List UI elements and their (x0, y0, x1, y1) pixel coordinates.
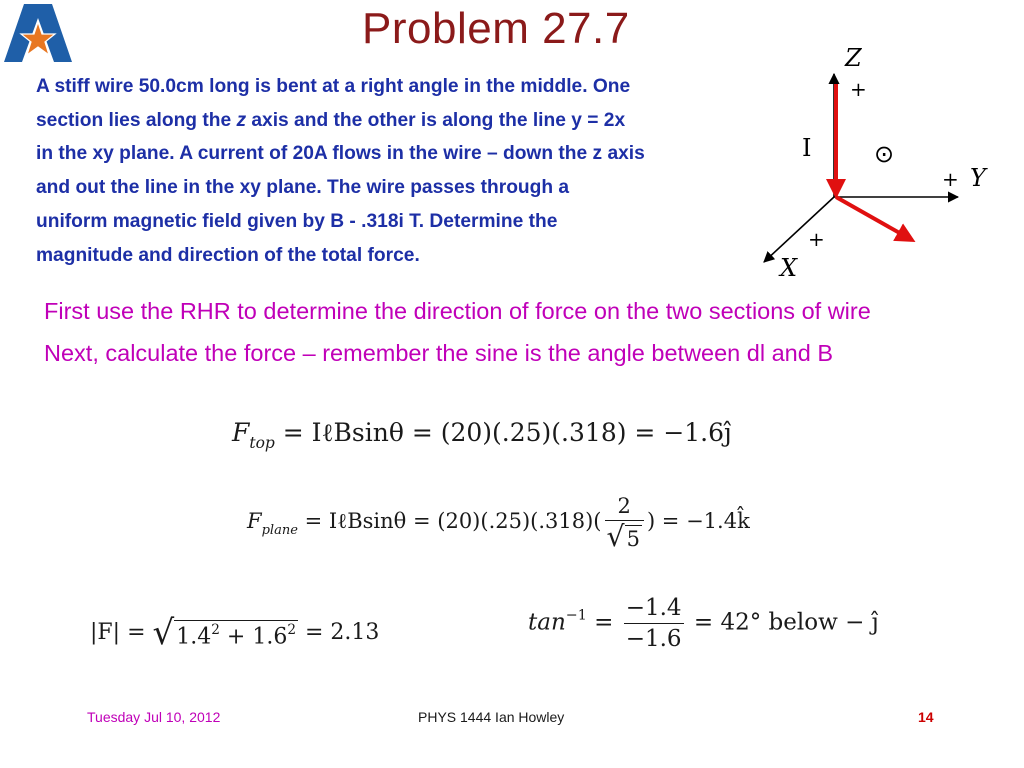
eq4-fraction (624, 595, 684, 652)
axes-diagram (760, 40, 1000, 285)
eq3-right: = 2.13 (298, 620, 380, 646)
instructions (44, 290, 1004, 374)
footer-date: Tuesday Jul 10, 2012 (87, 709, 221, 725)
current-label: I (802, 134, 812, 162)
eq2-f: F (247, 509, 262, 534)
y-axis-label: Y (970, 164, 986, 192)
instruction-calc: Next, calculate the force – remember the sine is the angle between dl and B (44, 340, 834, 366)
problem-line-2-start: section lies along the (36, 109, 237, 131)
eq2-denominator: √ 5 (605, 520, 644, 551)
eq2-radicand: 5 (626, 527, 640, 552)
eq4-equals: = (586, 609, 621, 636)
instruction-rhr: First use the RHR to determine the direction of force on the two sections of wire (44, 298, 871, 324)
eq3-b-exponent: 2 (287, 622, 296, 639)
problem-statement (36, 70, 781, 272)
problem-z-axis-italic: z (236, 109, 247, 131)
field-out-of-page-symbol: ⊙ (874, 140, 895, 168)
eq3-a-exponent: 2 (211, 622, 220, 639)
problem-line-5: uniform magnetic field given by B - .318i T. Determine the (36, 210, 558, 232)
z-plus-sign: + (850, 77, 867, 101)
problem-line-6: magnitude and direction of the total force. (36, 244, 420, 266)
equation-angle (528, 595, 879, 652)
eq4-denominator: −1.6 (624, 623, 684, 652)
z-axis-label: Z (845, 44, 862, 72)
problem-line-3: in the xy plane. A current of 20A flows in the wire – down the z axis (36, 143, 645, 165)
y-plus-sign: + (942, 167, 959, 191)
eq4-tan: tan (528, 609, 566, 636)
x-axis-label: X (780, 254, 798, 282)
eq2-body: = IℓBsinθ = (20)(.25)(.318)( (297, 509, 602, 534)
problem-line-4: and out the line in the xy plane. The wire passes through a (36, 177, 570, 199)
eq4-numerator: −1.4 (625, 595, 682, 621)
uta-logo-icon (2, 2, 74, 64)
eq2-subscript: plane (261, 523, 298, 539)
eq3-left: |F| = (90, 620, 153, 646)
eq2-fraction (605, 494, 644, 551)
eq1-body: = IℓBsinθ = (20)(.25)(.318) = −1.6ĵ (274, 418, 732, 447)
eq4-exponent: −1 (565, 607, 587, 624)
wire-xy-section (836, 197, 912, 240)
footer-course: PHYS 1444 Ian Howley (418, 709, 565, 725)
eq4-right: = 42° below − ĵ (686, 609, 879, 636)
equation-f-plane (247, 494, 750, 551)
eq3-a: 1.4 (176, 624, 212, 650)
problem-line-2 (36, 104, 781, 138)
equation-f-top (232, 418, 732, 452)
problem-line-2-end: axis and the other is along the line y = 2x (246, 109, 626, 131)
problem-line-1: A stiff wire 50.0cm long is bent at a right angle in the middle. One (36, 76, 631, 97)
eq3-sqrt: √ $1.4^2 + 1.6^2$ (152, 613, 296, 653)
eq1-subscript: top (249, 433, 275, 452)
x-plus-sign: + (808, 227, 825, 251)
page-title: Problem 27.7 (362, 4, 630, 53)
eq3-b: + 1.6 (219, 624, 288, 650)
eq2-tail: ) = −1.4k̂ (646, 509, 750, 534)
eq1-f: F (232, 418, 250, 447)
equation-magnitude (90, 613, 380, 653)
eq2-numerator: 2 (617, 494, 631, 518)
footer-page-number: 14 (918, 709, 934, 725)
